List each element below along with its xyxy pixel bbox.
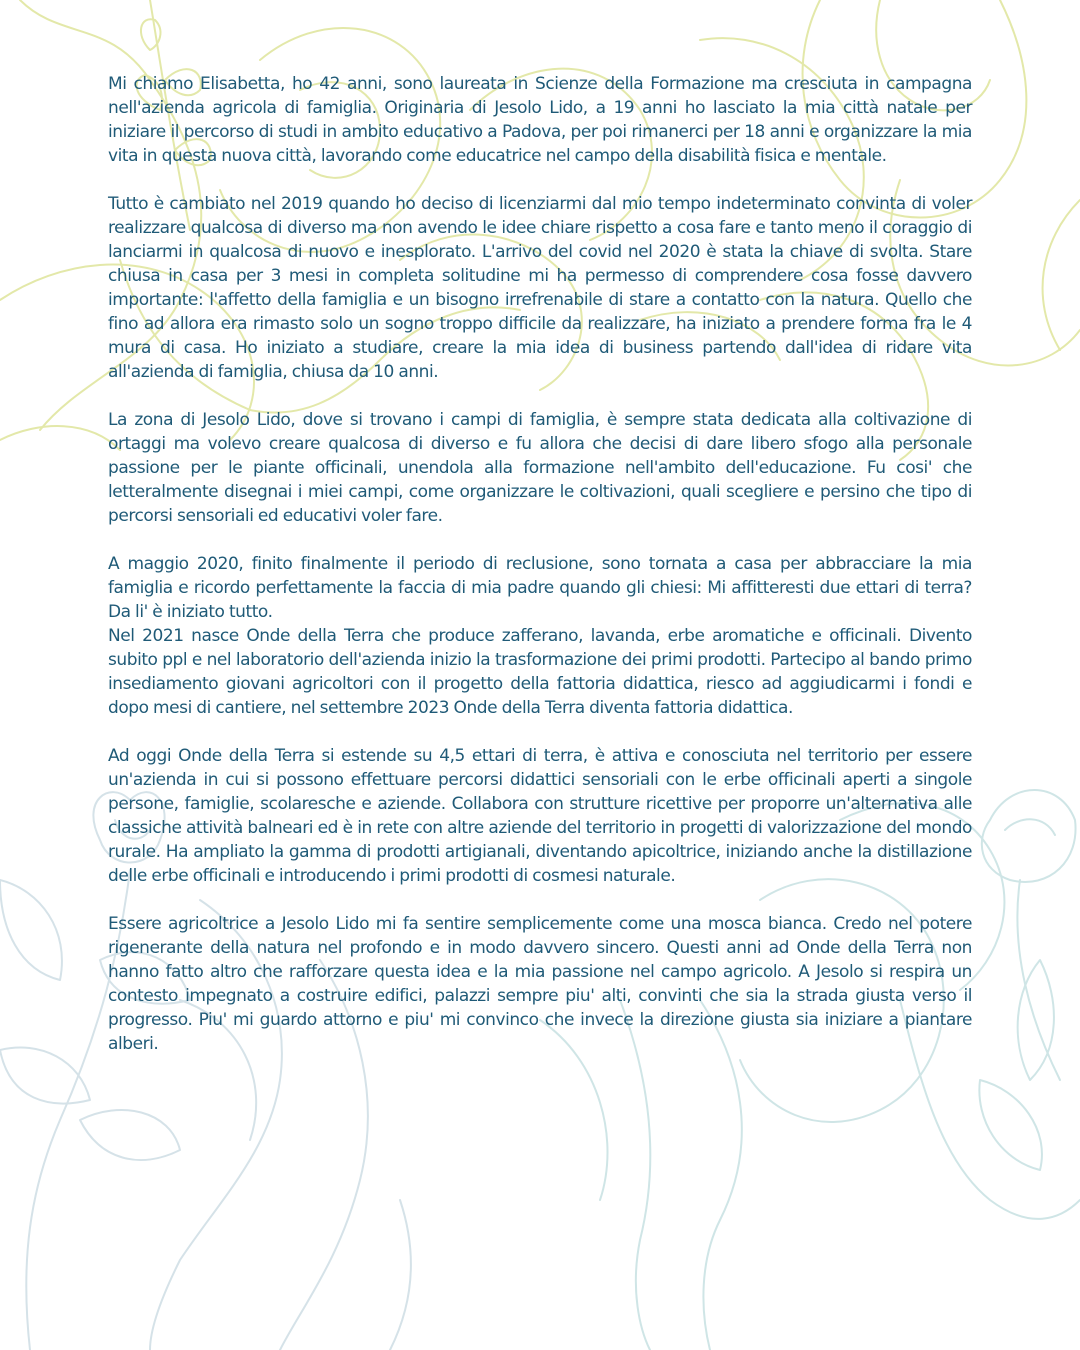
rose-outline-icon bbox=[982, 790, 1076, 882]
biography-text bbox=[108, 72, 972, 1080]
leaf-icon bbox=[0, 880, 62, 980]
leaf-icon bbox=[1018, 960, 1054, 1080]
paragraph-jesolo-fields: La zona di Jesolo Lido, dove si trovano i campi di famiglia, è sempre stata dedicata alla coltivazione di ortaggi ma volevo creare qualcosa di diverso e fu allora che decisi di dare libero sfogo alla personale passione per le piante officinali, unendola alla formazione nell'ambito dell'educazione. Fu cosi' che letteralmente disegnai i miei campi, come organizzare le coltivazioni, quali scegliere e persino che tipo di percorsi sensoriali ed educativi voler fare. bbox=[108, 410, 972, 526]
leaf-icon bbox=[80, 1110, 180, 1160]
paragraph-today: Ad oggi Onde della Terra si estende su 4,5 ettari di terra, è attiva e conosciuta nel territorio per essere un'azienda in cui si possono effettuare percorsi didattici sensoriali con le erbe officinali aperti a singole persone, famiglie, scolaresche e aziende. Collabora con strutture ricettive per proporre un'alternativa alle classiche attività balneari ed è in rete con altre aziende del territorio in progetti di valorizzazione del mondo rurale. Ha ampliato la gamma di prodotti artigianali, diventando apicoltrice, iniziando anche la distillazione delle erbe officinali e introducendo i primi prodotti di cosmesi naturale. bbox=[108, 746, 972, 886]
paragraph-may-2020: A maggio 2020, finito finalmente il periodo di reclusione, sono tornata a casa per abbracciare la mia famiglia e ricordo perfettamente la faccia di mia padre quando gli chiesi: Mi affitteresti due ettari di terra? Da li' è iniziato tutto. bbox=[108, 554, 972, 622]
paragraph-closing: Essere agricoltrice a Jesolo Lido mi fa sentire semplicemente come una mosca bianca. Credo nel potere rigenerante della natura nel profondo e in modo davvero sincero. Questi anni ad Onde della Terra non hanno fatto altro che rafforzare questa idea e la mia passione nel campo agricolo. A Jesolo si respira un contesto impegnato a costruire edifici, palazzi sempre piu' alti, convinti che sia la strada giusta verso il progresso. Piu' mi guardo attorno e piu' mi convinco che invece la direzione giusta sia iniziare a piantare alberi. bbox=[108, 914, 972, 1054]
leaf-icon bbox=[0, 1047, 90, 1103]
paragraph-onde-della-terra-founding: Nel 2021 nasce Onde della Terra che produce zafferano, lavanda, erbe aromatiche e officinali. Divento subito ppl e nel laboratorio dell'azienda inizio la trasformazione dei primi prodotti. Partecipo al bando primo insediamento giovani agricoltori con il progetto della fattoria didattica, riesco ad aggiudicarmi i fondi e dopo mesi di cantiere, nel settembre 2023 Onde della Terra diventa fattoria didattica. bbox=[108, 626, 972, 718]
paragraph-introduction: Mi chiamo Elisabetta, ho 42 anni, sono laureata in Scienze della Formazione ma cresciuta in campagna nell'azienda agricola di famiglia. Originaria di Jesolo Lido, a 19 anni ho lasciato la mia città natale per iniziare il percorso di studi in ambito educativo a Padova, per poi rimanerci per 18 anni e organizzare la mia vita in questa nuova città, lavorando come educatrice nel campo della disabilità fisica e mentale. bbox=[108, 74, 972, 166]
leaf-icon bbox=[141, 19, 161, 50]
leaf-icon bbox=[979, 1080, 1042, 1170]
paragraph-turning-point: Tutto è cambiato nel 2019 quando ho deciso di licenziarmi dal mio tempo indeterminato convinta di voler realizzare qualcosa di diverso ma non avendo le idee chiare rispetto a cosa fare e tanto meno il coraggio di lanciarmi in qualcosa di nuovo e inesplorato. L'arrivo del covid nel 2020 è stata la chiave di svolta. Stare chiusa in casa per 3 mesi in completa solitudine mi ha permesso di comprendere cosa fosse davvero importante: l'affetto della famiglia e un bisogno irrefrenabile di stare a contatto con la natura. Quello che fino ad allora era rimasto solo un sogno troppo difficile da realizzare, ha iniziato a prendere forma fra le 4 mura di casa. Ho iniziato a studiare, creare la mia idea di business partendo dall'idea di ridare vita all'azienda di famiglia, chiusa da 10 anni. bbox=[108, 194, 972, 382]
